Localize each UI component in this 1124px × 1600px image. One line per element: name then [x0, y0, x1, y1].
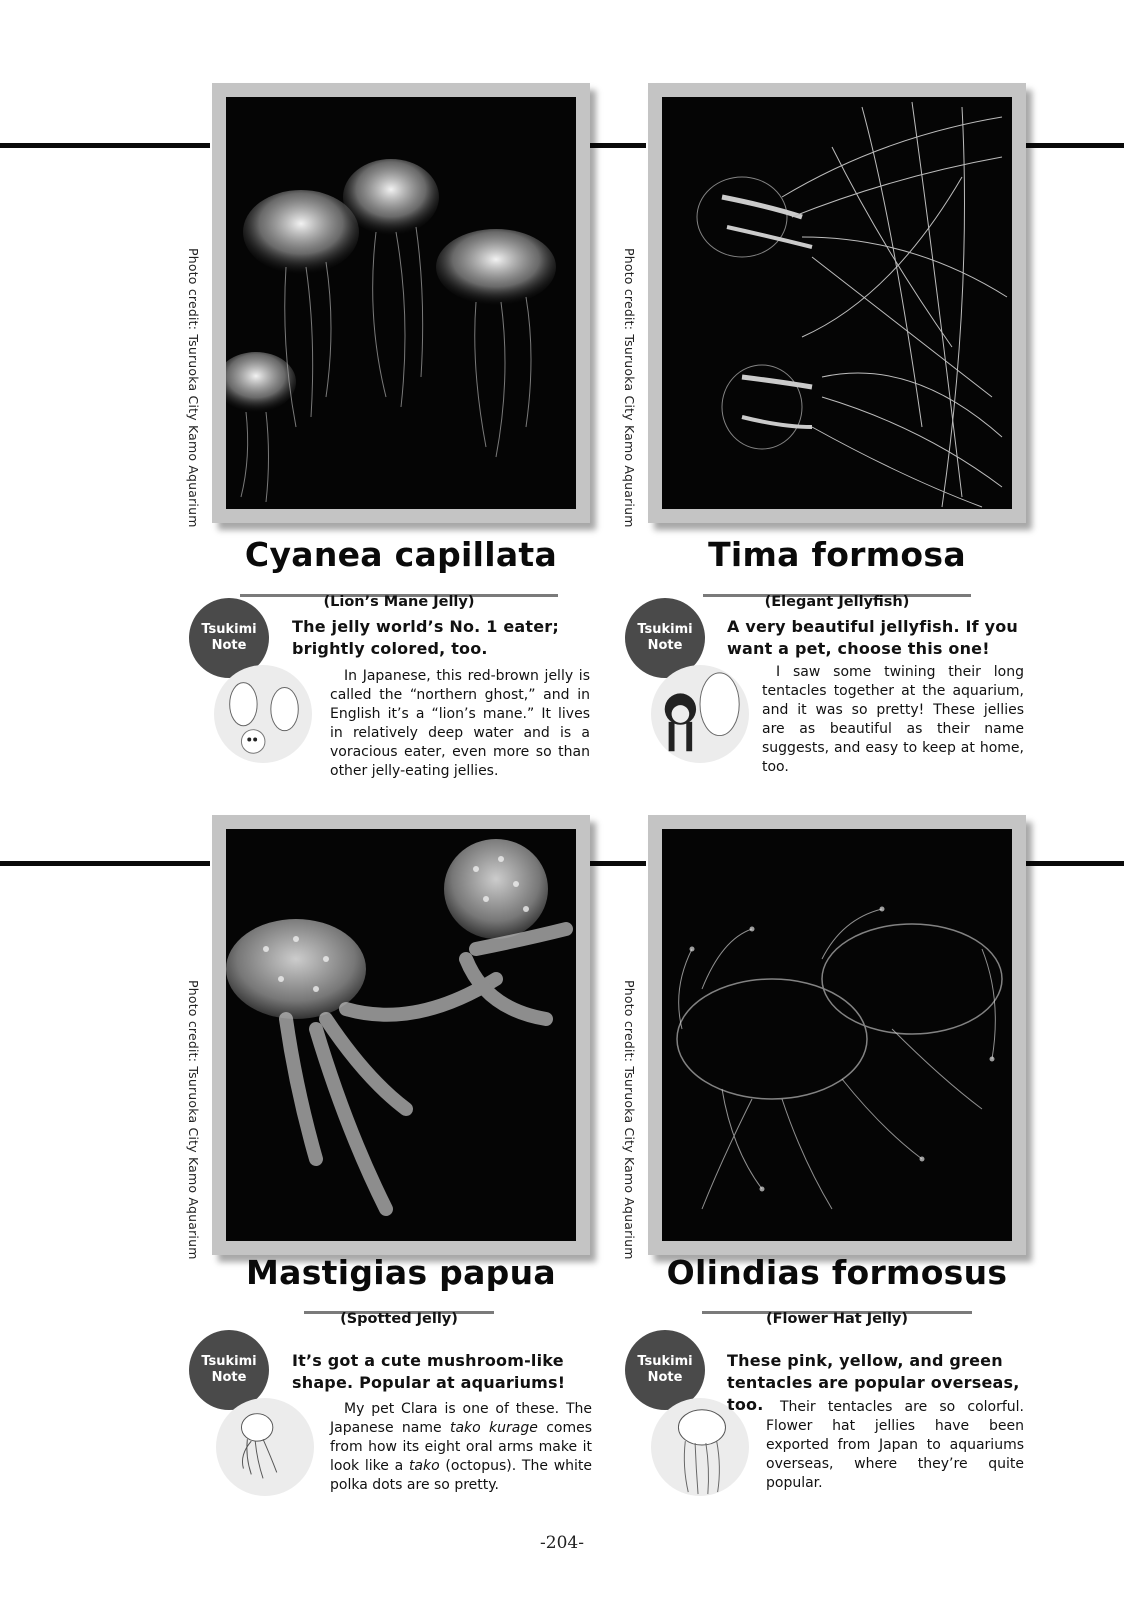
body-text: comes from how its eight oral arms make it look like a: [330, 1420, 593, 1474]
manga-panel-thumbnail: [214, 665, 312, 763]
note-body: I saw some twining their long tentacles together at the aquarium, and it was so pretty! These jellies are as beautiful as their name suggests, and easy to keep at home, too.: [762, 664, 1024, 775]
note-headline: It’s got a cute mushroom-like shape. Popular at aquariums!: [292, 1351, 566, 1392]
scientific-name: Olindias formosus: [666, 1253, 1008, 1292]
badge-line1: Tsukimi: [201, 622, 257, 637]
note-headline: A very beautiful jellyfish. If you want a pet, choose this one!: [727, 617, 1018, 658]
divider-rule: [1018, 143, 1124, 148]
badge-line2: Note: [211, 638, 247, 653]
scientific-name: Tima formosa: [708, 535, 966, 574]
divider-rule: [1018, 861, 1124, 866]
divider-rule: [590, 143, 646, 148]
manga-panel-thumbnail: [216, 1398, 314, 1496]
scientific-name: Mastigias papua: [246, 1253, 556, 1292]
scientific-name: Cyanea capillata: [244, 535, 558, 574]
note-body: Their tentacles are so colorful. Flower hat jellies have been exported from Japan to aquariums overseas, where they’re quite popular.: [766, 1399, 1024, 1491]
badge-line1: Tsukimi: [637, 622, 693, 637]
photo-frame: [212, 83, 590, 523]
body-italic: tako kurage: [449, 1420, 538, 1436]
photo-frame: [648, 83, 1026, 523]
badge-line2: Note: [647, 1370, 683, 1385]
note-headline: The jelly world’s No. 1 eater; brightly colored, too.: [292, 617, 559, 658]
common-name: (Lion’s Mane Jelly): [323, 594, 475, 610]
photo-frame: [212, 815, 590, 1255]
common-name: (Spotted Jelly): [340, 1311, 458, 1327]
jellyfish-photo: [226, 829, 576, 1241]
body-text: My pet Clara is one of these. The Japanese name: [330, 1401, 592, 1436]
common-name: (Elegant Jellyfish): [764, 594, 910, 610]
jellyfish-photo: [226, 97, 576, 509]
note-body: In Japanese, this red-brown jelly is called the “northern ghost,” and in English it’s a “lion’s mane.” It lives in relatively deep water and is a voracious eater, even more so than other jelly-eating jellies.: [330, 668, 590, 779]
photo-frame: [648, 815, 1026, 1255]
photo-credit: Photo credit: Tsuruoka City Kamo Aquarium: [622, 248, 637, 528]
jellyfish-photo: [662, 829, 1012, 1241]
jellyfish-photo: [662, 97, 1012, 509]
common-name: (Flower Hat Jelly): [765, 1311, 909, 1327]
divider-rule: [590, 861, 646, 866]
photo-credit: Photo credit: Tsuruoka City Kamo Aquarium: [622, 980, 637, 1260]
manga-panel-thumbnail: [651, 665, 749, 763]
divider-rule: [0, 143, 210, 148]
divider-rule: [0, 861, 210, 866]
badge-line2: Note: [211, 1370, 247, 1385]
body-text: (octopus). The white polka dots are so pretty.: [330, 1458, 593, 1493]
badge-line2: Note: [647, 638, 683, 653]
photo-credit: Photo credit: Tsuruoka City Kamo Aquarium: [186, 248, 201, 528]
note-body: [330, 1400, 592, 1495]
body-italic: tako: [408, 1458, 440, 1474]
note-headline: These pink, yellow, and green tentacles are popular overseas, too.: [727, 1351, 1020, 1414]
photo-credit: Photo credit: Tsuruoka City Kamo Aquarium: [186, 980, 201, 1260]
badge-line1: Tsukimi: [637, 1354, 693, 1369]
page-number: -204-: [540, 1533, 584, 1553]
badge-line1: Tsukimi: [201, 1354, 257, 1369]
